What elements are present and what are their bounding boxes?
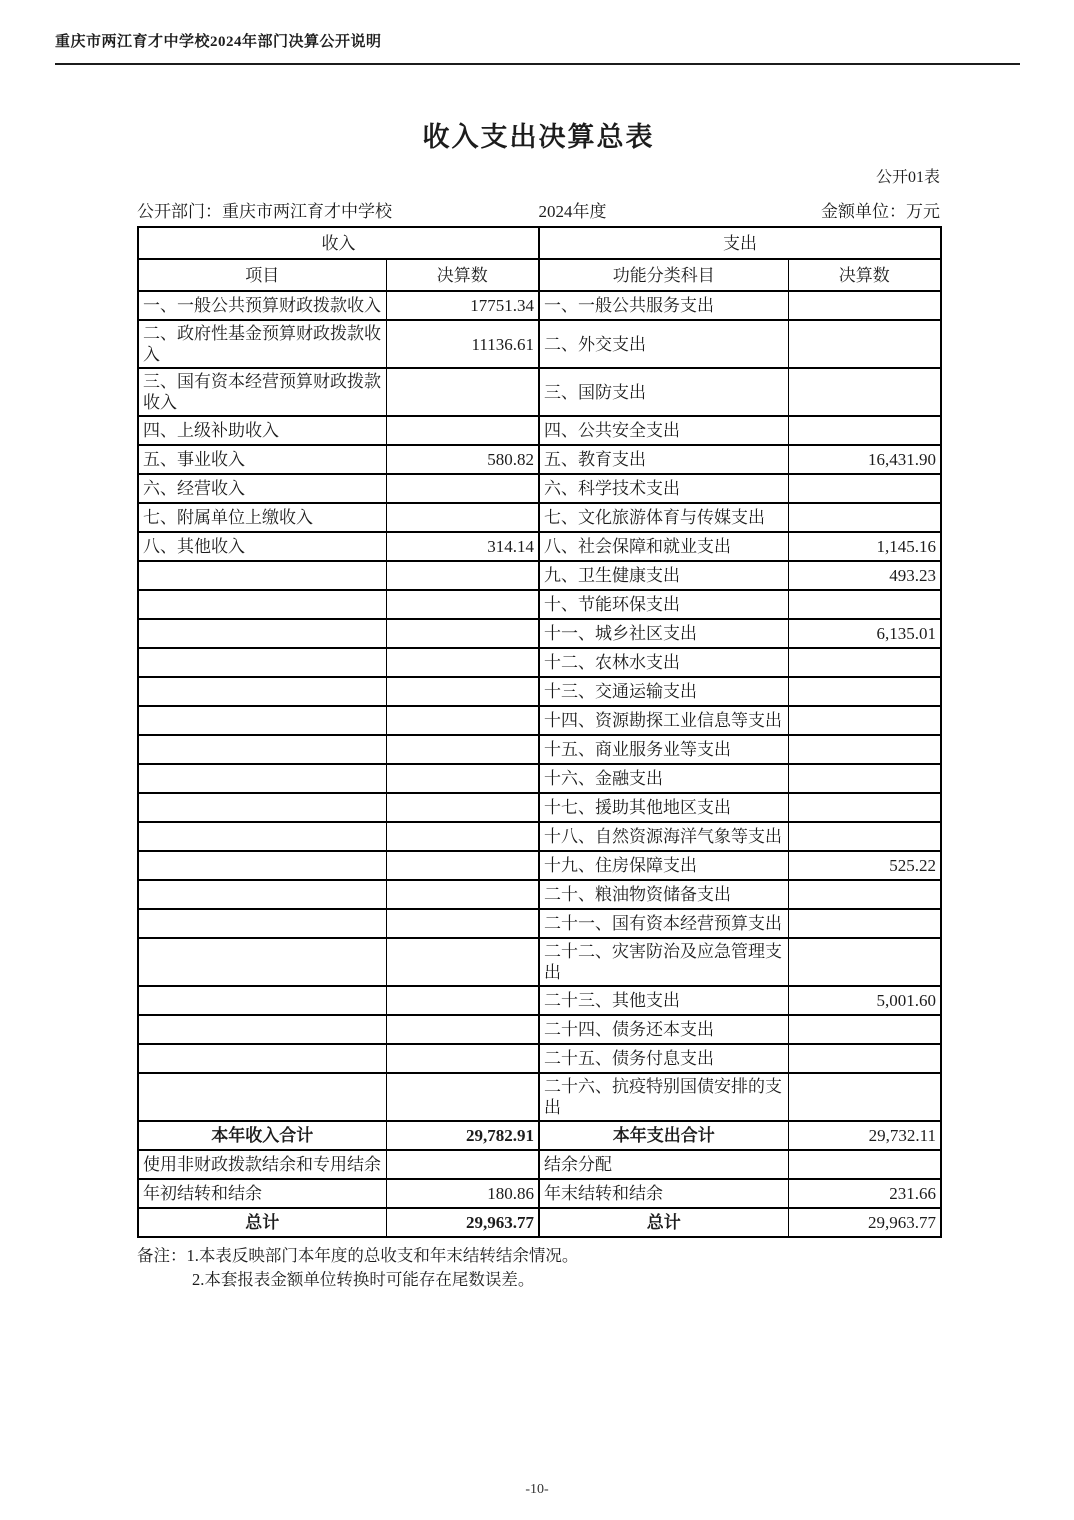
expense-value-cell bbox=[788, 416, 941, 445]
income-item-cell bbox=[138, 706, 386, 735]
income-item-cell: 七、附属单位上缴收入 bbox=[138, 503, 386, 532]
column-header-row bbox=[138, 259, 941, 291]
col-header-expense-item: 功能分类科目 bbox=[539, 259, 788, 291]
meta-year: 2024年度 bbox=[538, 202, 607, 221]
income-value-cell bbox=[386, 503, 539, 532]
expense-value-cell: 1,145.16 bbox=[788, 532, 941, 561]
page-header-note: 重庆市两江育才中学校2024年部门决算公开说明 bbox=[55, 30, 1020, 65]
income-item-cell: 一、一般公共预算财政拨款收入 bbox=[138, 291, 386, 320]
income-item-cell bbox=[138, 1044, 386, 1073]
income-item-cell bbox=[138, 764, 386, 793]
income-item-cell bbox=[138, 822, 386, 851]
expense-item-cell: 十八、自然资源海洋气象等支出 bbox=[539, 822, 788, 851]
expense-item-cell: 十五、商业服务业等支出 bbox=[539, 735, 788, 764]
income-item-cell bbox=[138, 619, 386, 648]
expense-item-cell: 二十六、抗疫特别国债安排的支出 bbox=[539, 1073, 788, 1121]
income-item-cell: 六、经营收入 bbox=[138, 474, 386, 503]
expense-item-cell: 本年支出合计 bbox=[539, 1121, 788, 1150]
income-item-cell bbox=[138, 561, 386, 590]
table-row bbox=[138, 416, 941, 445]
meta-unit: 金额单位：万元 bbox=[821, 202, 940, 221]
expense-value-cell bbox=[788, 503, 941, 532]
expense-item-cell: 十六、金融支出 bbox=[539, 764, 788, 793]
income-item-cell: 总计 bbox=[138, 1208, 386, 1237]
expense-item-cell: 二十、粮油物资储备支出 bbox=[539, 880, 788, 909]
income-value-cell bbox=[386, 1073, 539, 1121]
expense-value-cell bbox=[788, 1150, 941, 1179]
footnote-line-2: 2.本套报表金额单位转换时可能存在尾数误差。 bbox=[192, 1270, 535, 1289]
income-item-cell: 三、国有资本经营预算财政拨款收入 bbox=[138, 368, 386, 416]
table-row bbox=[138, 986, 941, 1015]
expense-item-cell: 二十五、债务付息支出 bbox=[539, 1044, 788, 1073]
expense-value-cell bbox=[788, 764, 941, 793]
income-item-cell bbox=[138, 793, 386, 822]
table-row bbox=[138, 851, 941, 880]
expense-value-cell bbox=[788, 677, 941, 706]
income-value-cell: 17751.34 bbox=[386, 291, 539, 320]
table-row bbox=[138, 590, 941, 619]
expense-value-cell: 525.22 bbox=[788, 851, 941, 880]
expense-item-cell: 十、节能环保支出 bbox=[539, 590, 788, 619]
income-value-cell bbox=[386, 1044, 539, 1073]
income-value-cell bbox=[386, 648, 539, 677]
expense-item-cell: 十七、援助其他地区支出 bbox=[539, 793, 788, 822]
expense-item-cell: 十二、农林水支出 bbox=[539, 648, 788, 677]
table-row bbox=[138, 503, 941, 532]
footnotes bbox=[137, 1244, 940, 1292]
income-value-cell bbox=[386, 677, 539, 706]
expense-value-cell bbox=[788, 793, 941, 822]
expense-value-cell: 16,431.90 bbox=[788, 445, 941, 474]
income-value-cell: 29,963.77 bbox=[386, 1208, 539, 1237]
table-row bbox=[138, 1015, 941, 1044]
expense-item-cell: 结余分配 bbox=[539, 1150, 788, 1179]
page-number: -10- bbox=[525, 1482, 549, 1497]
expense-value-cell bbox=[788, 368, 941, 416]
table-row bbox=[138, 1179, 941, 1208]
income-item-cell: 本年收入合计 bbox=[138, 1121, 386, 1150]
table-code-label: 公开01表 bbox=[875, 169, 940, 186]
income-value-cell: 314.14 bbox=[386, 532, 539, 561]
income-value-cell bbox=[386, 735, 539, 764]
income-item-cell: 八、其他收入 bbox=[138, 532, 386, 561]
table-row bbox=[138, 822, 941, 851]
income-value-cell bbox=[386, 851, 539, 880]
expense-value-cell bbox=[788, 880, 941, 909]
expense-value-cell bbox=[788, 648, 941, 677]
expense-item-cell: 十九、住房保障支出 bbox=[539, 851, 788, 880]
table-row bbox=[138, 445, 941, 474]
expense-value-cell bbox=[788, 291, 941, 320]
income-value-cell bbox=[386, 706, 539, 735]
expense-item-cell: 一、一般公共服务支出 bbox=[539, 291, 788, 320]
expense-value-cell bbox=[788, 1073, 941, 1121]
table-row bbox=[138, 561, 941, 590]
expense-item-cell: 年末结转和结余 bbox=[539, 1179, 788, 1208]
income-item-cell bbox=[138, 735, 386, 764]
expense-value-cell bbox=[788, 1015, 941, 1044]
expense-item-cell: 二十二、灾害防治及应急管理支出 bbox=[539, 938, 788, 986]
income-item-cell bbox=[138, 677, 386, 706]
expense-item-cell: 二十一、国有资本经营预算支出 bbox=[539, 909, 788, 938]
income-value-cell: 29,782.91 bbox=[386, 1121, 539, 1150]
income-item-cell: 使用非财政拨款结余和专用结余 bbox=[138, 1150, 386, 1179]
table-row bbox=[138, 291, 941, 320]
expense-value-cell: 29,732.11 bbox=[788, 1121, 941, 1150]
income-value-cell bbox=[386, 590, 539, 619]
expense-value-cell bbox=[788, 1044, 941, 1073]
table-row bbox=[138, 677, 941, 706]
table-row bbox=[138, 1073, 941, 1121]
expense-item-cell: 十三、交通运输支出 bbox=[539, 677, 788, 706]
table-row bbox=[138, 1121, 941, 1150]
table-row bbox=[138, 619, 941, 648]
table-row bbox=[138, 909, 941, 938]
income-item-cell bbox=[138, 1073, 386, 1121]
income-item-cell bbox=[138, 1015, 386, 1044]
income-item-cell bbox=[138, 590, 386, 619]
col-header-income-value: 决算数 bbox=[386, 259, 539, 291]
col-header-expense-value: 决算数 bbox=[788, 259, 941, 291]
meta-row bbox=[137, 197, 940, 219]
expense-value-cell: 493.23 bbox=[788, 561, 941, 590]
income-value-cell bbox=[386, 880, 539, 909]
income-value-cell bbox=[386, 619, 539, 648]
col-header-income-item: 项目 bbox=[138, 259, 386, 291]
table-row bbox=[138, 706, 941, 735]
table-row bbox=[138, 1044, 941, 1073]
income-item-cell bbox=[138, 648, 386, 677]
expense-item-cell: 十四、资源勘探工业信息等支出 bbox=[539, 706, 788, 735]
expense-value-cell bbox=[788, 474, 941, 503]
table-row bbox=[138, 880, 941, 909]
expense-item-cell: 二十四、债务还本支出 bbox=[539, 1015, 788, 1044]
income-value-cell bbox=[386, 764, 539, 793]
meta-department: 公开部门：重庆市两江育才中学校 bbox=[137, 202, 392, 221]
table-row bbox=[138, 793, 941, 822]
expense-item-cell: 二十三、其他支出 bbox=[539, 986, 788, 1015]
expense-item-cell: 五、教育支出 bbox=[539, 445, 788, 474]
expense-item-cell: 六、科学技术支出 bbox=[539, 474, 788, 503]
table-row bbox=[138, 764, 941, 793]
income-value-cell bbox=[386, 986, 539, 1015]
table-row bbox=[138, 368, 941, 416]
income-item-cell: 五、事业收入 bbox=[138, 445, 386, 474]
income-value-cell: 11136.61 bbox=[386, 320, 539, 368]
expense-item-cell: 八、社会保障和就业支出 bbox=[539, 532, 788, 561]
income-item-cell: 四、上级补助收入 bbox=[138, 416, 386, 445]
accounts-table bbox=[137, 226, 942, 1238]
expense-value-cell bbox=[788, 320, 941, 368]
income-value-cell bbox=[386, 561, 539, 590]
income-value-cell bbox=[386, 909, 539, 938]
footnote-line-1: 备注：1.本表反映部门本年度的总收支和年末结转结余情况。 bbox=[137, 1246, 579, 1265]
income-item-cell bbox=[138, 986, 386, 1015]
expense-item-cell: 七、文化旅游体育与传媒支出 bbox=[539, 503, 788, 532]
expense-value-cell bbox=[788, 706, 941, 735]
expense-item-cell: 总计 bbox=[539, 1208, 788, 1237]
page-content bbox=[137, 115, 940, 1292]
expense-value-cell bbox=[788, 822, 941, 851]
income-value-cell bbox=[386, 1150, 539, 1179]
expense-value-cell: 231.66 bbox=[788, 1179, 941, 1208]
expense-value-cell: 6,135.01 bbox=[788, 619, 941, 648]
income-value-cell bbox=[386, 793, 539, 822]
expense-item-cell: 四、公共安全支出 bbox=[539, 416, 788, 445]
income-value-cell bbox=[386, 1015, 539, 1044]
expense-value-cell: 5,001.60 bbox=[788, 986, 941, 1015]
table-row bbox=[138, 474, 941, 503]
income-item-cell: 年初结转和结余 bbox=[138, 1179, 386, 1208]
expense-item-cell: 十一、城乡社区支出 bbox=[539, 619, 788, 648]
expense-item-cell: 九、卫生健康支出 bbox=[539, 561, 788, 590]
table-row bbox=[138, 320, 941, 368]
income-item-cell bbox=[138, 938, 386, 986]
income-item-cell: 二、政府性基金预算财政拨款收入 bbox=[138, 320, 386, 368]
expense-value-cell: 29,963.77 bbox=[788, 1208, 941, 1237]
table-body bbox=[138, 227, 941, 1237]
income-item-cell bbox=[138, 909, 386, 938]
income-section-header: 收入 bbox=[138, 227, 539, 259]
table-row bbox=[138, 1150, 941, 1179]
expense-item-cell: 二、外交支出 bbox=[539, 320, 788, 368]
page-title: 收入支出决算总表 bbox=[422, 122, 655, 152]
table-row bbox=[138, 532, 941, 561]
expense-item-cell: 三、国防支出 bbox=[539, 368, 788, 416]
income-item-cell bbox=[138, 880, 386, 909]
expense-value-cell bbox=[788, 938, 941, 986]
income-value-cell bbox=[386, 416, 539, 445]
expense-value-cell bbox=[788, 909, 941, 938]
table-row bbox=[138, 648, 941, 677]
table-row bbox=[138, 735, 941, 764]
income-value-cell: 180.86 bbox=[386, 1179, 539, 1208]
income-value-cell bbox=[386, 938, 539, 986]
income-value-cell bbox=[386, 368, 539, 416]
income-item-cell bbox=[138, 851, 386, 880]
income-value-cell bbox=[386, 822, 539, 851]
section-header-row bbox=[138, 227, 941, 259]
income-value-cell: 580.82 bbox=[386, 445, 539, 474]
expense-value-cell bbox=[788, 735, 941, 764]
income-value-cell bbox=[386, 474, 539, 503]
expense-value-cell bbox=[788, 590, 941, 619]
table-row bbox=[138, 1208, 941, 1237]
table-row bbox=[138, 938, 941, 986]
expense-section-header: 支出 bbox=[539, 227, 941, 259]
